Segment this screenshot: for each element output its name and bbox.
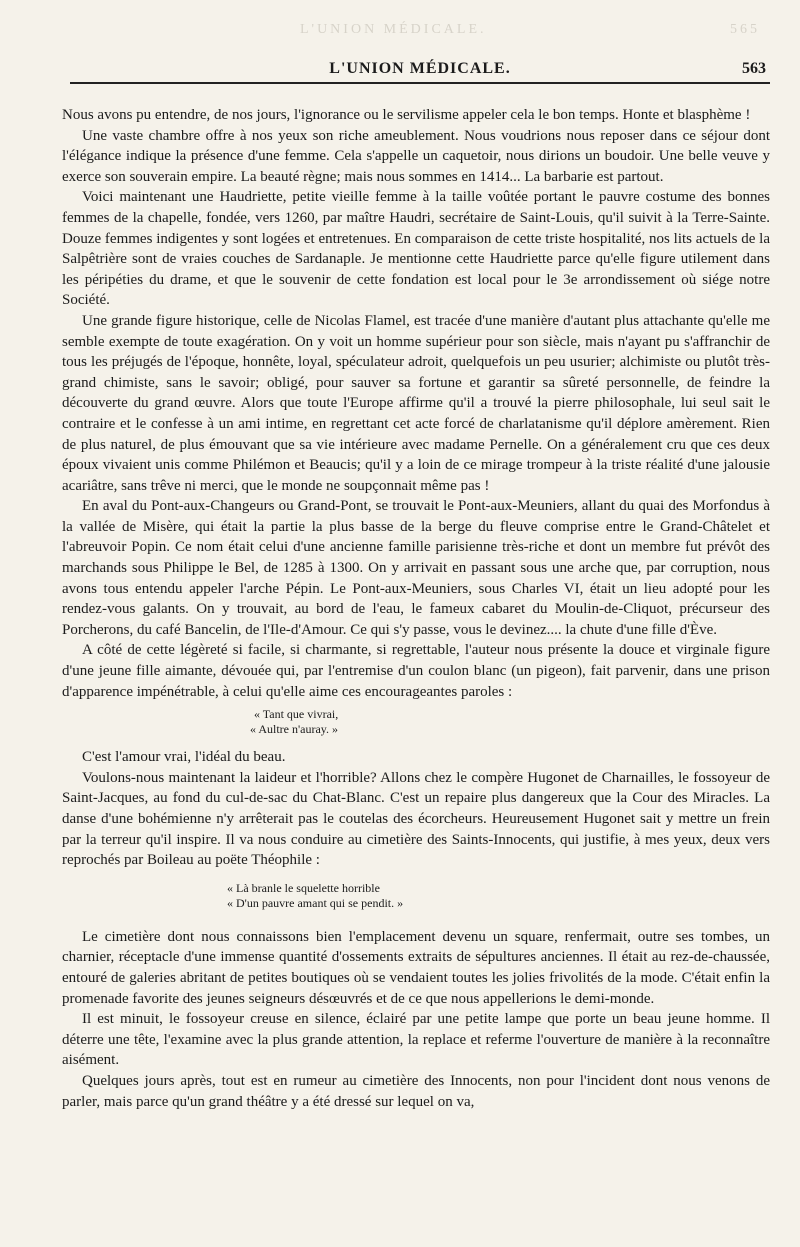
page-body — [62, 105, 770, 1112]
paragraph-hugonet: Voulons-nous maintenant la laideur et l'horrible? Allons chez le compère Hugonet de Charnailles, le fossoyeur de Saint-Jacques, au fond du cul-de-sac du Chat-Blanc. C'est un repaire plus dangereux que la Cour des Miracles. La danse d'une bohémienne n'y arrêterait pas le coutelas des écorcheurs. Heureusement Hugonet sait y mettre un frein par la terreur qu'il inspire. Il va nous conduire au cimetière des Saints-Innocents, qui justifie, à mes yeux, deux vers reprochés par Boileau au poëte Théophile : — [62, 769, 770, 869]
paragraph-pont-aux-meuniers: En aval du Pont-aux-Changeurs ou Grand-Pont, se trouvait le Pont-aux-Meuniers, allant du quai des Morfondus à la vallée de Misère, qui était la partie la plus basse de la berge du fleuve comprise entre le Grand-Châtelet et l'abreuvoir Popin. Ce nom était celui d'une ancienne famille parisienne très-riche et dont un membre fut prévôt des marchands sous Philippe le Bel, de 1285 à 1300. On y arrivait en passant sous une arche que, par corruption, nous avons tous entendu appeler l'arche Pépin. Le Pont-aux-Meuniers, sous Charles VI, était un lieu adopté pour les rendez-vous galants. On y trouvait, au bord de l'eau, le fameux cabaret du Moulin-de-Cliquot, précurseur des Porcherons, du café Bancelin, de l'Ile-d'Amour. Ce qui s'y passe, vous le devinez.... la chute d'une fille d'Ève. — [62, 498, 770, 638]
paragraph-flamel: Une grande figure historique, celle de Nicolas Flamel, est tracée d'une manière d'autant plus attachante qu'elle me semble exempte de toute exagération. On y voit un homme supérieur pour son siècle, mais n'ayant pu s'affranchir de tous les préjugés de l'époque, honnête, loyal, spéculateur adroit, quelquefois un peu usurier; alchimiste ou plutôt très-grand chimiste, sans le savoir; obligé, pour sauver sa fortune et garantir sa sûreté personnelle, de feindre la découverte du grand œuvre. Alors que toute l'Europe affirme qu'il a trouvé la pierre philosophale, lui seul sait le contraire et le confesse à un ami intime, en regrettant cet acte forcé de charlatanisme qu'il déplore amèrement. Rien de plus naturel, de plus émouvant que sa vie intérieure avec madame Pernelle. On a généralement cru que ces deux époux vivaient unis comme Philémon et Beaucis; qu'il y a loin de ce mirage trompeur à la triste réalité d'une jalousie acariâtre, sans trêve ni merci, que le monde ne soupçonnait même pas ! — [62, 312, 770, 494]
paragraph-amour-vrai: C'est l'amour vrai, l'idéal du beau. — [82, 749, 286, 766]
paragraph-blasphemy: Nous avons pu entendre, de nos jours, l'ignorance ou le servilisme appeler cela le bon temps. Honte et blasphème ! — [62, 107, 751, 123]
journal-title: L'UNION MÉDICALE. — [329, 60, 511, 77]
paragraph-jeune-fille: A côté de cette légèreté si facile, si charmante, si regrettable, l'auteur nous présente la douce et virginale figure d'une jeune fille aimante, dévouée qui, par l'entremise d'un coulon blanc (un pigeon), fait parvenir, dans une prison d'apparence impénétrable, à celui qu'elle aime ces encourageantes paroles : — [62, 642, 770, 700]
verse-boileau — [62, 881, 770, 911]
verse-line: « Aultre n'auray. » — [250, 722, 339, 737]
paragraph-cimetiere: Le cimetière dont nous connaissons bien l'emplacement devenu un square, renfermait, outre ses tombes, un charnier, réceptacle d'une immense quantité d'ossements extraits de sépultures anciennes. Il était au rez-de-chaussée, entouré de galeries abritant de petites boutiques où se vendaient toutes les jolies frivolités de la mode. C'était enfin la promenade favorite des jeunes seigneurs désœuvrés et de ce que nous appellerions le demi-monde. — [62, 928, 770, 1007]
verse-tant-que-vivrai — [62, 707, 770, 737]
paragraph-minuit: Il est minuit, le fossoyeur creuse en silence, éclairé par une petite lampe que porte un beau jeune homme. Il déterre une tête, l'examine avec la plus grande attention, la replace et referme l'ouverture de manière à la reconnaître aisément. — [62, 1011, 770, 1069]
verse-line: « Là branle le squelette horrible — [227, 880, 380, 895]
verse-line: « Tant que vivrai, — [254, 707, 339, 722]
bleed-through-title: L'UNION MÉDICALE. — [300, 22, 487, 37]
bleed-through-page-number: 565 — [730, 22, 760, 37]
running-header — [70, 60, 770, 84]
paragraph-haudriette: Voici maintenant une Haudriette, petite vieille femme à la taille voûtée portant le pauvre costume des bonnes femmes de la chapelle, fondée, vers 1260, par maître Haudri, secrétaire de Saint-Louis, qu'il suivit à la Terre-Sainte. Douze femmes indigentes y sont logées et entretenues. En comparaison de cette triste hospitalité, nos lits actuels de la Salpêtrière sont de vraies couches de Sardanaple. Je mentionne cette Haudriette parce qu'elle figure utilement dans les péripéties du drame, et que le souvenir de cette fondation est local pour le 3e arrondissement où siége notre Société. — [62, 189, 770, 309]
verse-line: « D'un pauvre amant qui se pendit. » — [227, 895, 404, 910]
paragraph-rumeur: Quelques jours après, tout est en rumeur au cimetière des Innocents, non pour l'incident dont nous venons de parler, mais parce qu'un grand théâtre y a été dressé sur lequel on va, — [62, 1072, 770, 1110]
paragraph-chamber: Une vaste chambre offre à nos yeux son riche ameublement. Nous voudrions nous reposer dans ce séjour dont l'élégance indique la présence d'une femme. Cela s'appelle un caquetoir, nous dirions un boudoir. Une belle veuve y exerce son souverain empire. La beauté règne; mais nous sommes en 1414... La barbarie est partout. — [62, 127, 770, 185]
bleed-through-header — [300, 22, 760, 38]
page-number: 563 — [742, 60, 766, 77]
